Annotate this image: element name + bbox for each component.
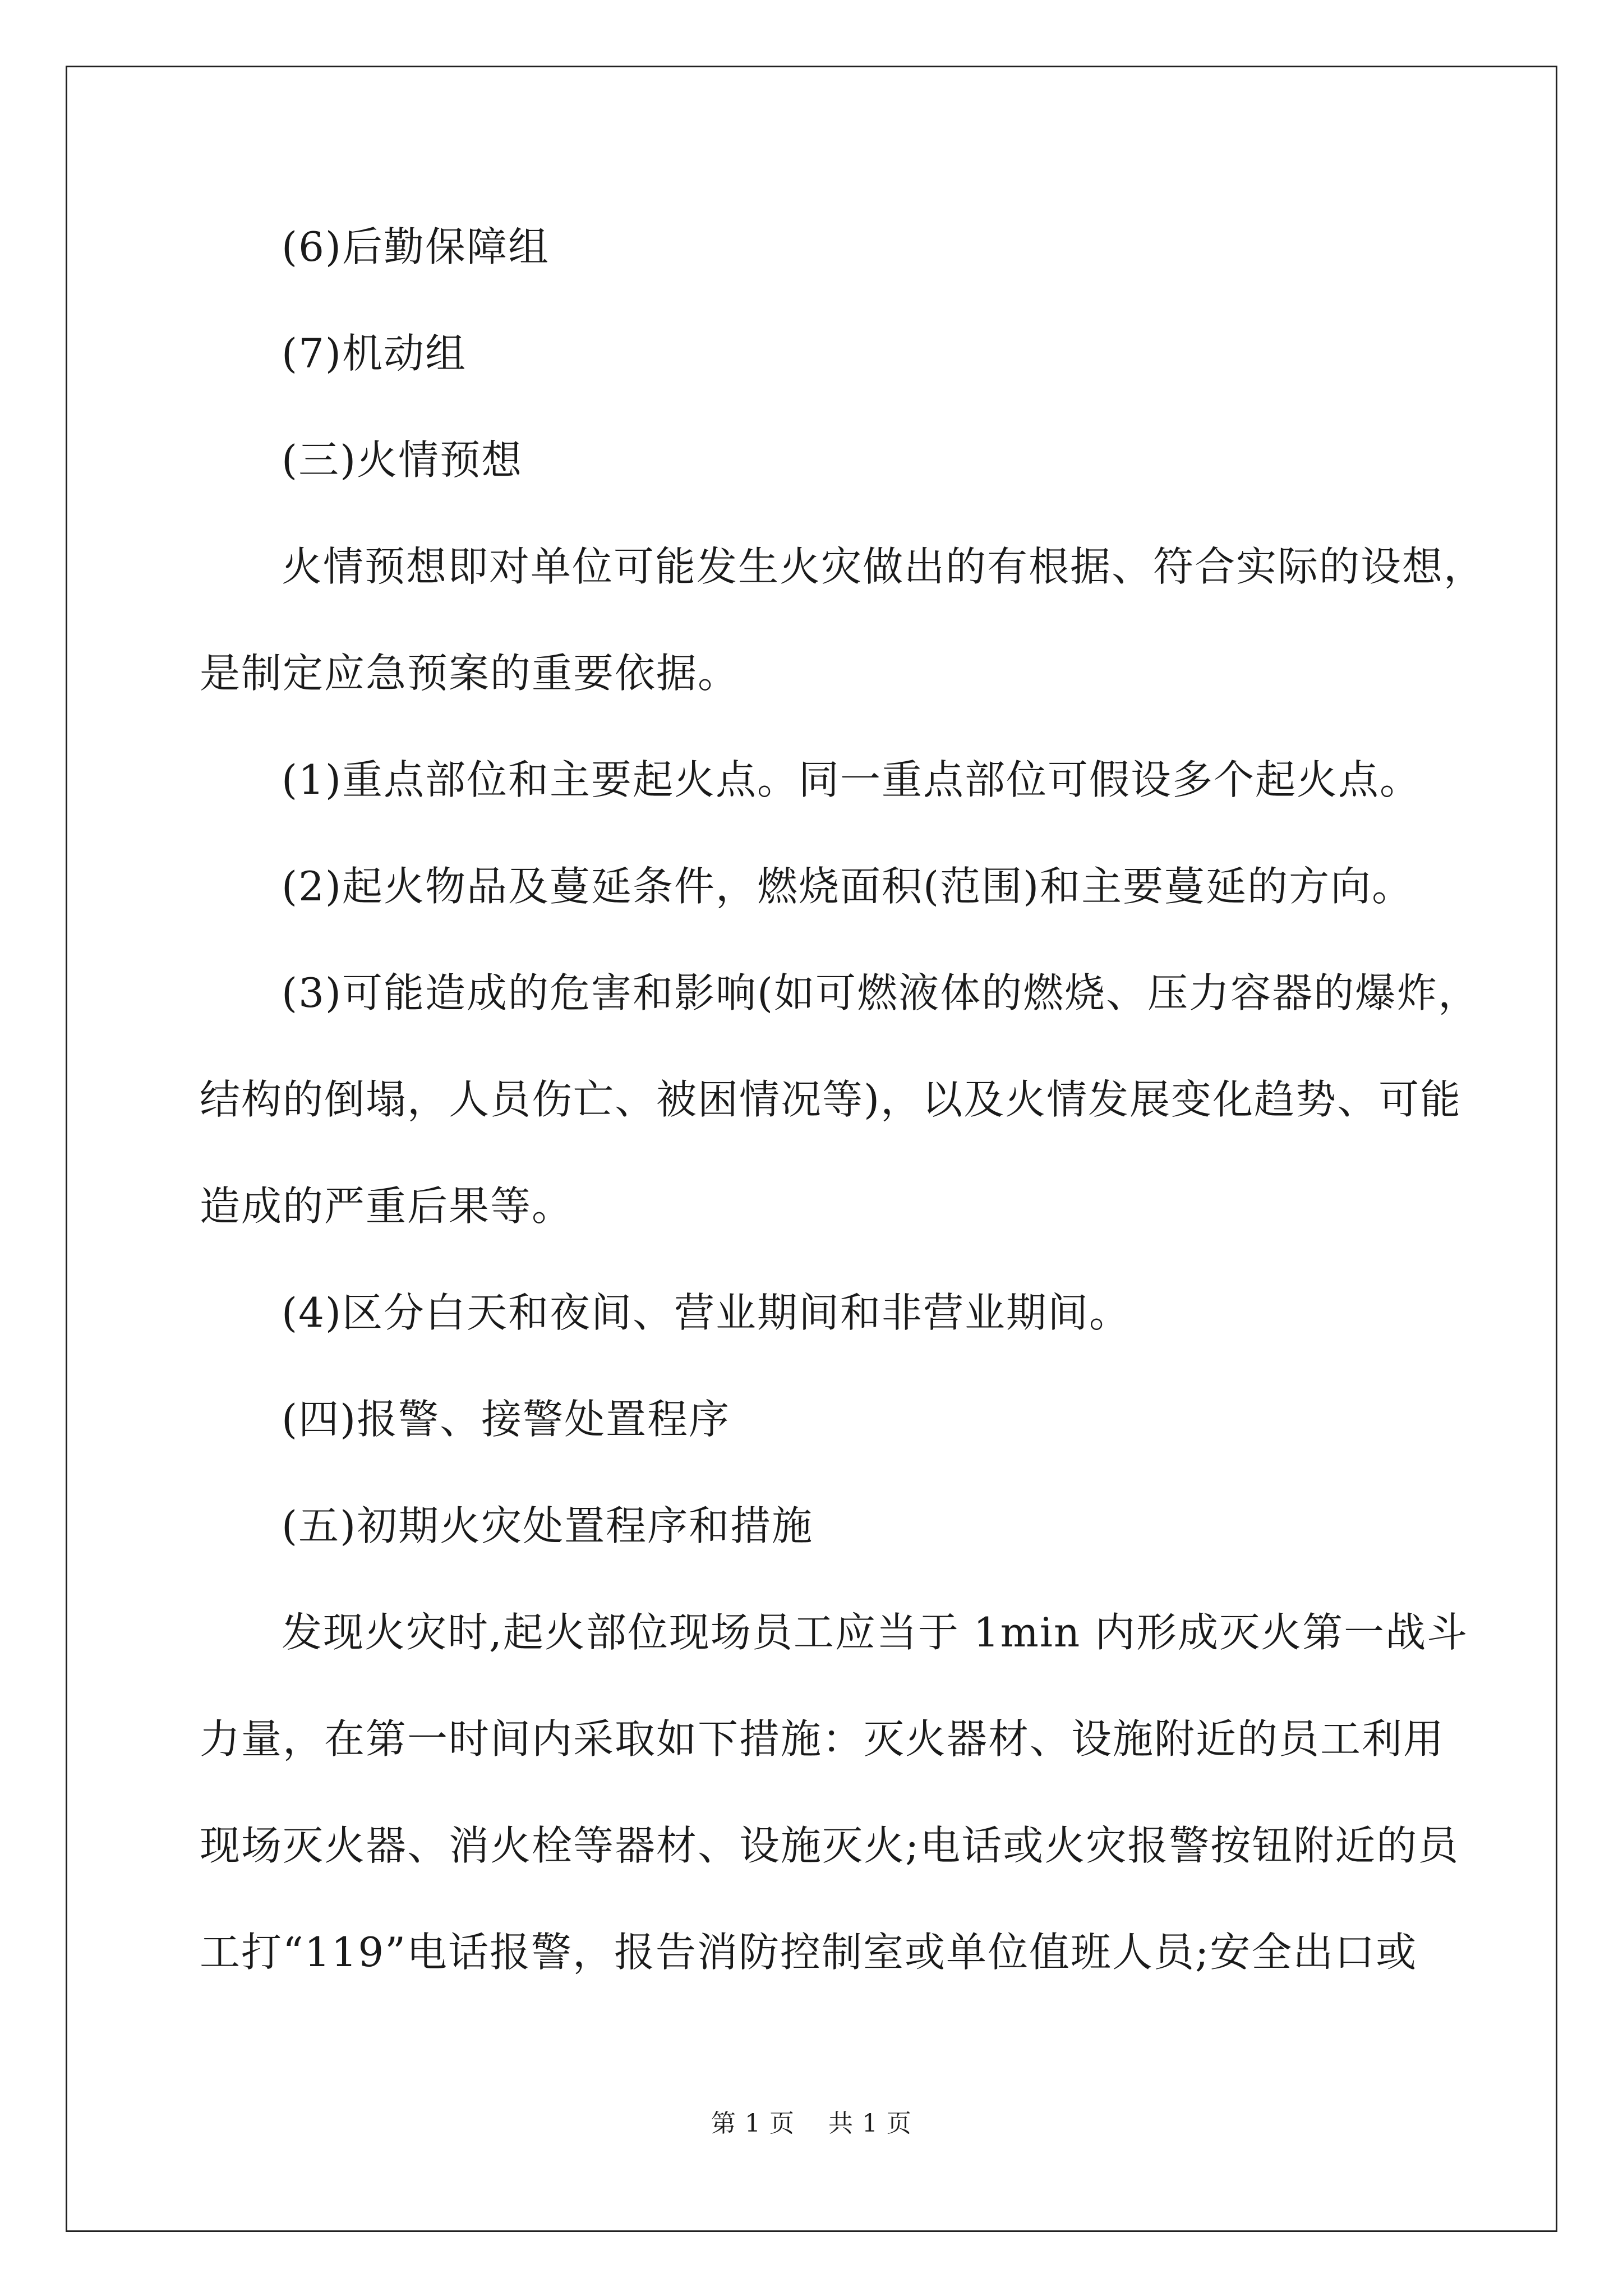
text-line: 工打“119”电话报警，报告消防控制室或单位值班人员;安全出口或 (200, 1929, 1418, 1976)
text-line: (三)火情预想 (282, 436, 523, 484)
text-line: 结构的倒塌，人员伤亡、被困情况等)，以及火情发展变化趋势、可能 (200, 1076, 1462, 1123)
text-line: (3)可能造成的危害和影响(如可燃液体的燃烧、压力容器的爆炸， (282, 969, 1480, 1016)
text-line: 造成的严重后果等。 (200, 1182, 574, 1230)
text-line: 现场灭火器、消火栓等器材、设施灭火;电话或火灾报警按钮附近的员 (200, 1822, 1460, 1869)
text-line: (1)重点部位和主要起火点。同一重点部位可假设多个起火点。 (282, 756, 1421, 803)
text-line: (6)后勤保障组 (282, 223, 550, 270)
text-line: 是制定应急预案的重要依据。 (200, 650, 740, 697)
text-line: (五)初期火灾处置程序和措施 (282, 1502, 814, 1549)
text-line: 火情预想即对单位可能发生火灾做出的有根据、符合实际的设想， (282, 543, 1486, 590)
text-line: (2)起火物品及蔓延条件，燃烧面积(范围)和主要蔓延的方向。 (282, 863, 1414, 910)
text-line: (四)报警、接警处置程序 (282, 1396, 731, 1443)
text-line: (4)区分白天和夜间、营业期间和非营业期间。 (282, 1289, 1131, 1336)
text-line: 力量，在第一时间内采取如下措施：灭火器材、设施附近的员工利用 (200, 1715, 1445, 1763)
page-number-footer: 第 1 页 共 1 页 (711, 2109, 912, 2138)
text-line: 发现火灾时,起火部位现场员工应当于 1min 内形成灭火第一战斗 (282, 1609, 1469, 1656)
text-line: (7)机动组 (282, 330, 467, 377)
page-border (66, 66, 1557, 2232)
